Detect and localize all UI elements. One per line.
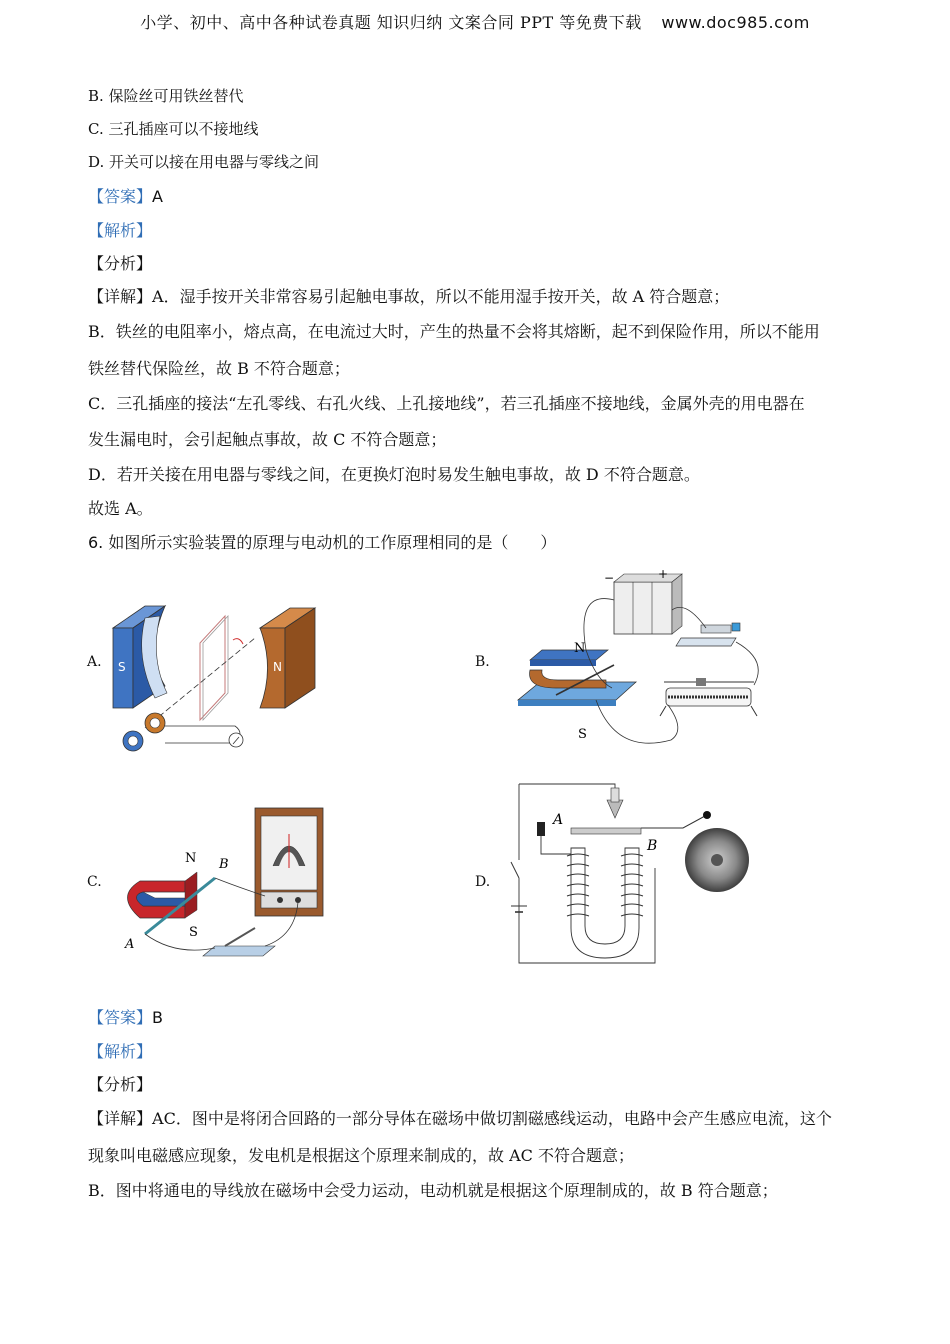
option-d: D. 开关可以接在用电器与零线之间: [88, 153, 320, 171]
option-b: B. 保险丝可用铁丝替代: [88, 87, 244, 105]
answer-line: [88, 184, 163, 207]
fig-c-b: B: [219, 857, 229, 872]
detail-tag: 【详解】: [88, 287, 153, 306]
figure-c-induction: [115, 806, 330, 966]
q6-detail-line-2: 现象叫电磁感应现象，发电机是根据这个原理来制成的，故 AC 不符合题意；: [88, 1146, 634, 1165]
detail-line-6: D．若开关接在用电器与零线之间，在更换灯泡时易发生触电事故，故 D 不符合题意。: [88, 465, 700, 484]
armature-mount: [537, 822, 545, 836]
fenxi-tag: 【分析】: [88, 254, 153, 273]
fig-c-s: S: [189, 925, 198, 940]
magnet-top: [530, 650, 608, 660]
header-url[interactable]: www.doc985.com: [661, 13, 810, 32]
fig-b-s: S: [578, 727, 587, 742]
fig-d-a: A: [553, 812, 564, 828]
figure-a-generator: [105, 598, 320, 760]
fig-d-b: B: [647, 838, 658, 854]
option-c: C. 三孔插座可以不接地线: [88, 120, 259, 138]
q6-analysis-tag: 【解析】: [88, 1042, 153, 1061]
figure-d-bell: [505, 778, 755, 968]
q6-fenxi-tag: 【分析】: [88, 1075, 153, 1094]
q6-answer-line: [88, 1005, 163, 1028]
page-header: [0, 10, 950, 33]
question-stem: 如图所示实验装置的原理与电动机的工作原理相同的是（ ）: [108, 533, 557, 552]
question-6: [88, 530, 556, 553]
q6-answer-tag: 【答案】: [88, 1008, 153, 1027]
q6-answer-value: B: [152, 1008, 163, 1027]
detail-line-3: 铁丝替代保险丝，故 B 不符合题意；: [88, 359, 350, 378]
switch: [676, 638, 736, 646]
detail-line-5: 发生漏电时，会引起触点事故，故 C 不符合题意；: [88, 430, 447, 449]
fig-c-n: N: [185, 851, 197, 866]
q6-detail-tag: 【详解】: [88, 1109, 153, 1128]
answer-value: A: [152, 187, 163, 206]
option-c-label: C.: [87, 874, 102, 890]
fig-b-minus: −: [604, 571, 615, 585]
armature: [571, 828, 641, 834]
q6-detail-line-3: B．图中将通电的导线放在磁场中会受力运动，电动机就是根据这个原理制成的，故 B 符合题意；: [88, 1181, 778, 1200]
answer-tag: 【答案】: [88, 187, 153, 206]
contact-screw: [607, 800, 623, 818]
option-a-label: A.: [87, 654, 102, 670]
detail-line-2: B．铁丝的电阻率小，熔点高，在电流过大时，产生的热量不会将其熔断，起不到保险作用，所以不能用: [88, 322, 820, 341]
choose-line: 故选 A。: [88, 499, 153, 518]
q6-detail-text: AC．图中是将闭合回路的一部分导体在磁场中做切割磁感线运动，电路中会产生感应电流，这个: [152, 1109, 832, 1128]
fig-c-a: A: [125, 937, 135, 952]
figure-b-motor: [496, 570, 771, 752]
fig-b-plus: +: [658, 570, 669, 581]
question-number: 6.: [88, 533, 104, 552]
detail-line-1: [88, 284, 729, 307]
fig-a-s: S: [118, 660, 126, 674]
header-text: 小学、初中、高中各种试卷真题 知识归纳 文案合同 PPT 等免费下载: [140, 13, 642, 32]
option-b-label: B.: [475, 654, 490, 670]
battery: [614, 582, 672, 634]
switch-base: [203, 946, 275, 956]
analysis-tag: 【解析】: [88, 221, 153, 240]
option-d-label: D.: [475, 874, 491, 890]
detail-text: A．湿手按开关非常容易引起触电事故，所以不能用湿手按开关，故 A 符合题意；: [152, 287, 730, 306]
q6-detail-line-1: [88, 1106, 832, 1129]
fig-b-n: N: [574, 641, 586, 656]
fig-a-n: N: [273, 660, 282, 674]
detail-line-4: C．三孔插座的接法“左孔零线、右孔火线、上孔接地线”，若三孔插座不接地线，金属外壳的用电器在: [88, 394, 805, 413]
